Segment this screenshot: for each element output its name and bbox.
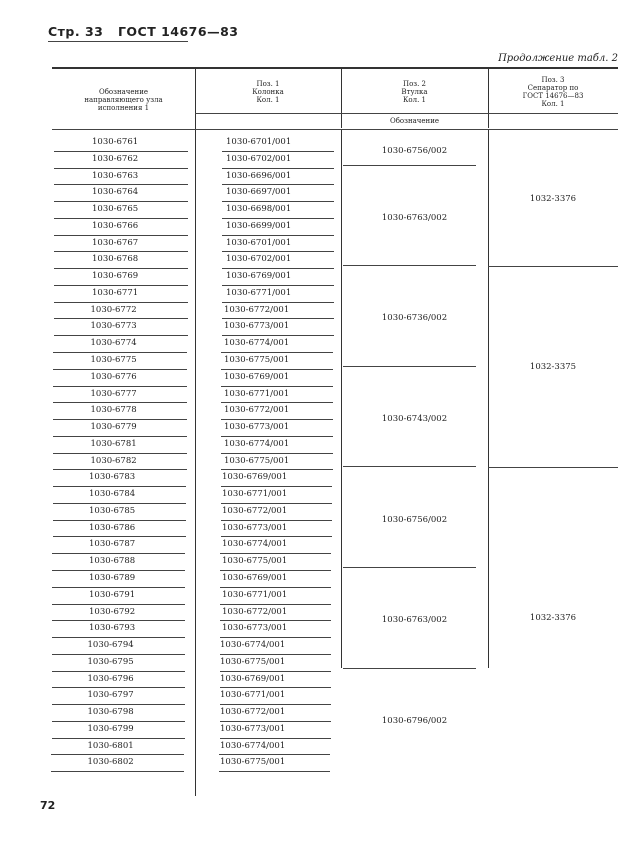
row-underline-right bbox=[219, 771, 330, 772]
column-designation: 1030-6771/001 bbox=[222, 589, 288, 600]
row-underline-left bbox=[53, 369, 187, 370]
cage-designation: 1032-3376 bbox=[529, 194, 577, 205]
row-underline-left bbox=[54, 218, 188, 219]
bushing-designation: 1030-6796/002 bbox=[381, 715, 448, 726]
unit-designation: 1030-6795 bbox=[87, 656, 134, 667]
row-underline-right bbox=[222, 318, 334, 319]
bushing-designation: 1030-6763/002 bbox=[381, 615, 448, 626]
row-underline-left bbox=[52, 637, 185, 638]
column-designation: 1030-6773/001 bbox=[222, 522, 288, 533]
designation-subheader: Обозначение bbox=[389, 117, 440, 125]
unit-designation: 1030-6796 bbox=[87, 673, 134, 684]
row-underline-right bbox=[222, 268, 334, 269]
column-designation: 1030-6702/001 bbox=[226, 153, 292, 164]
row-underline-left bbox=[54, 302, 188, 303]
bushing-group-divider bbox=[343, 366, 476, 367]
unit-designation: 1030-6797 bbox=[87, 690, 134, 701]
col3-header: Поз. 2 Втулка Кол. 1 bbox=[401, 80, 428, 104]
bushing-designation: 1030-6763/002 bbox=[381, 212, 448, 223]
unit-designation: 1030-6799 bbox=[87, 723, 134, 734]
cage-group-divider bbox=[488, 266, 618, 267]
row-underline-left bbox=[54, 201, 188, 202]
unit-designation: 1030-6778 bbox=[90, 405, 137, 416]
row-underline-left bbox=[53, 419, 187, 420]
bushing-group-divider bbox=[343, 466, 476, 467]
column-designation: 1030-6774/001 bbox=[220, 640, 286, 651]
cage-group-divider bbox=[488, 467, 618, 468]
column-designation: 1030-6774/001 bbox=[222, 539, 288, 550]
row-underline-right bbox=[222, 184, 334, 185]
row-underline-right bbox=[221, 419, 333, 420]
row-underline-left bbox=[52, 570, 185, 571]
row-underline-left bbox=[53, 352, 187, 353]
row-underline-right bbox=[221, 536, 332, 537]
bushing-group-divider bbox=[343, 567, 476, 568]
unit-designation: 1030-6781 bbox=[90, 438, 137, 449]
column-designation: 1030-6771/001 bbox=[226, 287, 292, 298]
column-designation: 1030-6772/001 bbox=[220, 707, 286, 718]
column-designation: 1030-6771/001 bbox=[222, 489, 288, 500]
column-designation: 1030-6769/001 bbox=[224, 371, 290, 382]
row-underline-right bbox=[222, 235, 334, 236]
unit-designation: 1030-6802 bbox=[87, 757, 134, 768]
column-designation: 1030-6773/001 bbox=[224, 321, 290, 332]
column-designation: 1030-6772/001 bbox=[224, 304, 290, 315]
unit-designation: 1030-6789 bbox=[89, 573, 136, 584]
row-underline-left bbox=[54, 251, 188, 252]
row-underline-left bbox=[54, 285, 188, 286]
row-underline-left bbox=[51, 771, 184, 772]
bushing-group-divider bbox=[343, 668, 476, 669]
column-designation: 1030-6772/001 bbox=[224, 405, 290, 416]
unit-designation: 1030-6782 bbox=[90, 455, 137, 466]
unit-designation: 1030-6779 bbox=[90, 422, 137, 433]
row-underline-left bbox=[54, 184, 188, 185]
unit-designation: 1030-6769 bbox=[92, 271, 139, 282]
unit-designation: 1030-6762 bbox=[92, 153, 139, 164]
col4-header: Поз. 3 Сепаратор по ГОСТ 14676—83 Кол. 1 bbox=[522, 76, 584, 108]
row-underline-right bbox=[220, 637, 331, 638]
row-underline-right bbox=[220, 671, 331, 672]
column-designation: 1030-6775/001 bbox=[224, 355, 290, 365]
column-designation: 1030-6775/001 bbox=[220, 656, 286, 667]
column-designation: 1030-6773/001 bbox=[222, 623, 288, 634]
unit-designation: 1030-6773 bbox=[90, 321, 137, 332]
header-bottom-line bbox=[52, 129, 618, 130]
page-number: 72 bbox=[40, 799, 56, 812]
unit-designation: 1030-6764 bbox=[92, 187, 139, 198]
unit-designation: 1030-6772 bbox=[90, 304, 137, 315]
row-underline-right bbox=[220, 738, 331, 739]
row-underline-left bbox=[53, 486, 186, 487]
bushing-designation: 1030-6756/002 bbox=[381, 145, 448, 156]
column-designation: 1030-6775/001 bbox=[220, 757, 286, 768]
row-underline-left bbox=[54, 151, 188, 152]
unit-designation: 1030-6771 bbox=[92, 287, 139, 298]
column-divider-2 bbox=[341, 130, 342, 668]
row-underline-right bbox=[222, 251, 334, 252]
row-underline-left bbox=[52, 721, 185, 722]
column-designation: 1030-6698/001 bbox=[226, 204, 292, 215]
column-designation: 1030-6701/001 bbox=[226, 237, 292, 248]
row-underline-left bbox=[54, 235, 188, 236]
row-underline-right bbox=[222, 285, 334, 286]
row-underline-left bbox=[51, 754, 184, 755]
column-designation: 1030-6772/001 bbox=[222, 606, 288, 617]
column-designation: 1030-6696/001 bbox=[226, 170, 292, 181]
row-underline-right bbox=[222, 201, 334, 202]
column-divider-1 bbox=[195, 68, 196, 796]
row-underline-right bbox=[222, 218, 334, 219]
column-designation: 1030-6769/001 bbox=[220, 673, 286, 684]
row-underline-left bbox=[52, 553, 185, 554]
continuation-label: Продолжение табл. 2 bbox=[498, 53, 618, 64]
column-designation: 1030-6772/001 bbox=[222, 505, 288, 516]
unit-designation: 1030-6776 bbox=[90, 371, 137, 382]
unit-designation: 1030-6794 bbox=[87, 640, 134, 651]
bushing-designation: 1030-6736/002 bbox=[381, 313, 448, 324]
row-underline-left bbox=[53, 453, 187, 454]
row-underline-right bbox=[219, 754, 330, 755]
bushing-designation: 1030-6756/002 bbox=[381, 514, 448, 525]
row-underline-right bbox=[221, 486, 332, 487]
column-designation: 1030-6775/001 bbox=[224, 455, 290, 466]
row-underline-right bbox=[220, 620, 331, 621]
cage-designation: 1032-3376 bbox=[529, 613, 577, 624]
row-underline-left bbox=[52, 620, 185, 621]
row-underline-right bbox=[221, 402, 333, 403]
unit-designation: 1030-6783 bbox=[89, 472, 136, 483]
unit-designation: 1030-6766 bbox=[92, 220, 139, 231]
row-underline-left bbox=[52, 704, 185, 705]
column-designation: 1030-6702/001 bbox=[226, 254, 292, 265]
column-designation: 1030-6697/001 bbox=[226, 187, 292, 198]
row-underline-left bbox=[53, 503, 186, 504]
bushing-group-divider bbox=[343, 165, 476, 166]
unit-designation: 1030-6801 bbox=[87, 740, 134, 751]
standard-code: ГОСТ 14676—83 bbox=[117, 24, 239, 39]
row-underline-left bbox=[53, 536, 186, 537]
row-underline-right bbox=[221, 352, 333, 353]
column-designation: 1030-6773/001 bbox=[224, 422, 290, 433]
column-designation: 1030-6771/001 bbox=[224, 388, 290, 399]
column-divider-3 bbox=[488, 130, 489, 668]
row-underline-left bbox=[54, 268, 188, 269]
unit-designation: 1030-6787 bbox=[89, 539, 136, 550]
row-underline-right bbox=[220, 721, 331, 722]
row-underline-right bbox=[220, 587, 331, 588]
col1-header: Обозначение направляющего узла исполнения 1 bbox=[84, 88, 163, 112]
column-designation: 1030-6769/001 bbox=[222, 573, 288, 584]
unit-designation: 1030-6785 bbox=[89, 505, 136, 516]
row-underline-left bbox=[52, 604, 185, 605]
unit-designation: 1030-6798 bbox=[87, 707, 134, 718]
column-designation: 1030-6774/001 bbox=[220, 740, 286, 751]
page-label: Стр. 33 bbox=[48, 24, 104, 39]
row-underline-right bbox=[220, 553, 331, 554]
cage-designation: 1032-3375 bbox=[529, 361, 577, 372]
column-designation: 1030-6774/001 bbox=[224, 438, 290, 449]
row-underline-right bbox=[221, 469, 333, 470]
row-underline-right bbox=[220, 604, 331, 605]
row-underline-left bbox=[53, 402, 187, 403]
bushing-designation: 1030-6743/002 bbox=[381, 414, 448, 425]
row-underline-right bbox=[220, 654, 331, 655]
unit-designation: 1030-6777 bbox=[90, 388, 137, 399]
unit-designation: 1030-6784 bbox=[89, 489, 136, 500]
unit-designation: 1030-6786 bbox=[89, 522, 136, 533]
column-designation: 1030-6775/001 bbox=[222, 556, 288, 567]
row-underline-right bbox=[221, 520, 332, 521]
column-designation: 1030-6701/001 bbox=[226, 137, 292, 147]
column-designation: 1030-6769/001 bbox=[226, 271, 292, 282]
row-underline-right bbox=[220, 687, 331, 688]
column-designation: 1030-6699/001 bbox=[226, 220, 292, 231]
row-underline-right bbox=[220, 704, 331, 705]
page-header bbox=[48, 24, 238, 39]
row-underline-right bbox=[220, 570, 331, 571]
row-underline-right bbox=[222, 335, 334, 336]
subheader-top-line bbox=[195, 113, 618, 114]
col2-header: Поз. 1 Колонка Кол. 1 bbox=[252, 80, 284, 104]
unit-designation: 1030-6767 bbox=[92, 237, 139, 248]
row-underline-left bbox=[54, 335, 188, 336]
row-underline-left bbox=[52, 654, 185, 655]
row-underline-right bbox=[221, 369, 333, 370]
row-underline-right bbox=[221, 453, 333, 454]
row-underline-left bbox=[52, 738, 185, 739]
row-underline-left bbox=[53, 386, 187, 387]
column-designation: 1030-6773/001 bbox=[220, 723, 286, 734]
row-underline-left bbox=[53, 520, 186, 521]
unit-designation: 1030-6792 bbox=[89, 606, 136, 617]
unit-designation: 1030-6763 bbox=[92, 170, 139, 181]
header-underline bbox=[48, 41, 188, 42]
unit-designation: 1030-6768 bbox=[92, 254, 139, 265]
bushing-group-divider bbox=[343, 265, 476, 266]
row-underline-left bbox=[53, 469, 187, 470]
unit-designation: 1030-6774 bbox=[90, 338, 137, 349]
row-underline-right bbox=[221, 386, 333, 387]
row-underline-left bbox=[53, 436, 187, 437]
row-underline-left bbox=[52, 671, 185, 672]
column-designation: 1030-6774/001 bbox=[224, 338, 290, 349]
row-underline-right bbox=[222, 151, 334, 152]
row-underline-right bbox=[221, 436, 333, 437]
column-designation: 1030-6771/001 bbox=[220, 690, 286, 701]
unit-designation: 1030-6765 bbox=[92, 204, 139, 215]
row-underline-left bbox=[52, 687, 185, 688]
unit-designation: 1030-6761 bbox=[92, 137, 139, 147]
row-underline-right bbox=[222, 168, 334, 169]
unit-designation: 1030-6793 bbox=[89, 623, 136, 634]
unit-designation: 1030-6791 bbox=[89, 589, 136, 600]
row-underline-left bbox=[52, 587, 185, 588]
table-top-border bbox=[52, 67, 618, 69]
row-underline-right bbox=[221, 503, 332, 504]
unit-designation: 1030-6788 bbox=[89, 556, 136, 567]
row-underline-right bbox=[222, 302, 334, 303]
column-designation: 1030-6769/001 bbox=[222, 472, 288, 483]
row-underline-left bbox=[54, 168, 188, 169]
row-underline-left bbox=[54, 318, 188, 319]
unit-designation: 1030-6775 bbox=[90, 355, 137, 365]
